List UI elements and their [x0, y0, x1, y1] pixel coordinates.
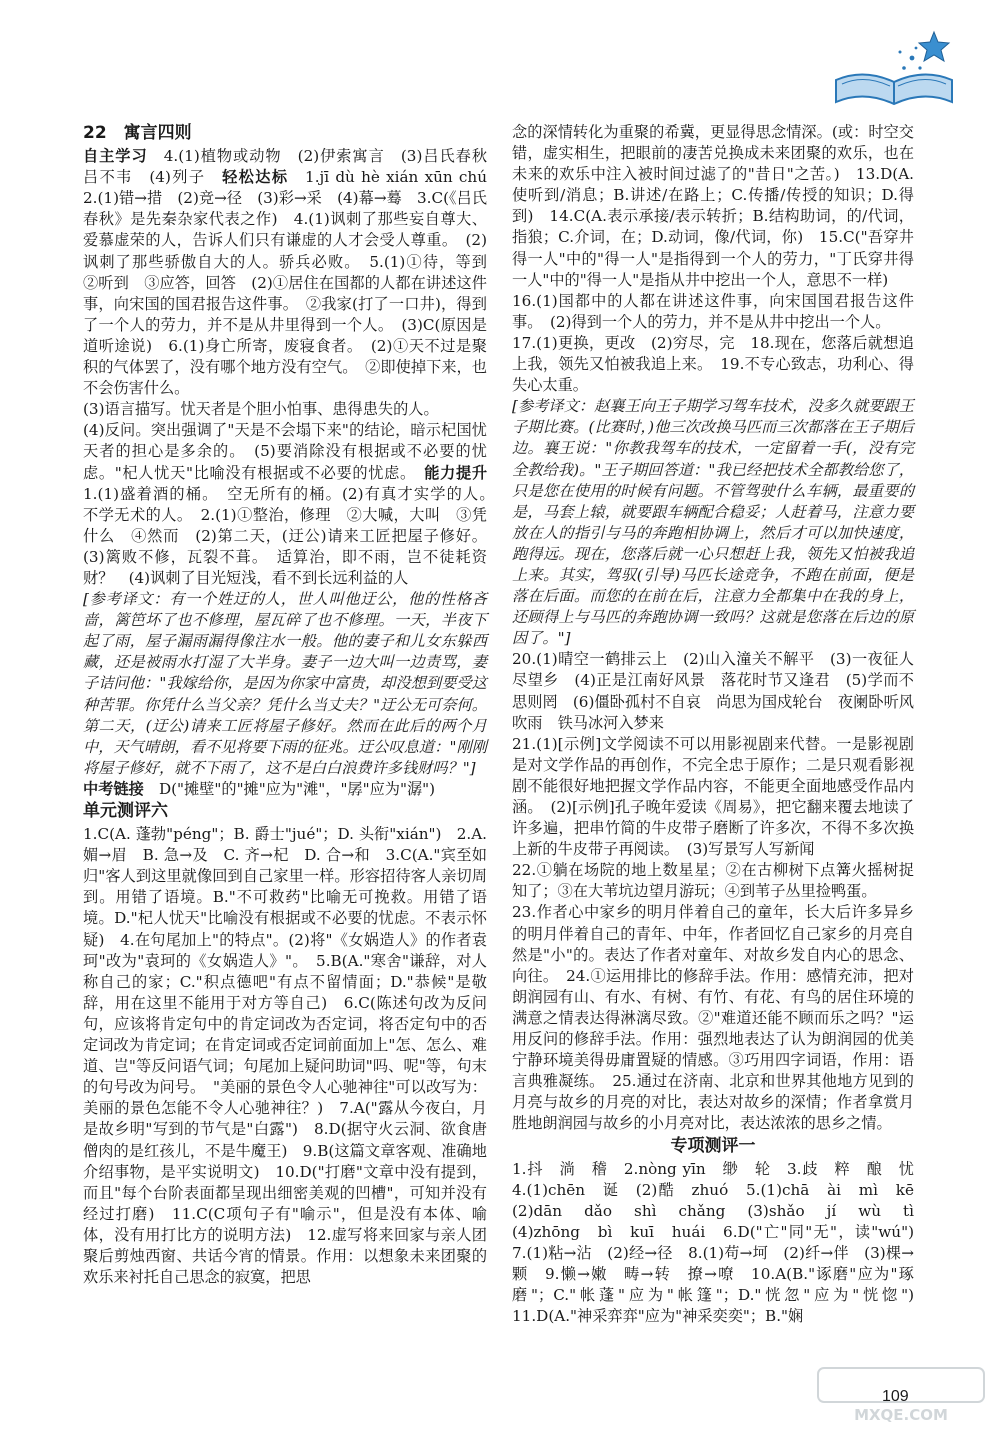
- answer-paragraph: 念的深情转化为重聚的希冀，更显得思念情深。(或：时空交错，虚实相生，把眼前的凄苦兑换成未来团聚的欢乐，也在未来的欢乐中注入被时间过滤了的"昔日"之苦。) 13.D(A.使听到/消息；B.讲述/在路上；C.传播/传授的知识；D.得到) 14.C(A.表示承接/表示转折；B.结构助词，的/代词，指狼；C.介词，在；D.动词，像/代词，你) 15.C("吾穿井得一人"中的"得一人"是指得到一个人的劳力，"丁氏穿井得一人"中的"得一人"是指从井中挖出一个人，意思不一样): [512, 123, 914, 289]
- answer-text: (4)反问。突出强调了"天是不会塌下来"的结论，暗示杞国忧天者的担心是多余的。 (5)要消除没有根据或不必要的忧虑。"杞人忧天"比喻没有根据或不必要的忧虑。: [83, 421, 487, 482]
- page-number: 109: [882, 1388, 909, 1405]
- reference-translation: [参考译文：赵襄王向王子期学习驾车技术，没多久就要跟王子期比赛。(比赛时，)他三次改换马匹而三次都落在王子期后边。襄王说："你教我驾车的技术，一定留着一手(，没有完全教给我)。"王子期回答道："我已经把技术全都教给您了，只是您在使用的时候有问题。不管驾驶什么车辆，最重要的是，马套上辕，就要跟车辆配合稳妥；人赶着马，注意力要放在人的指引与马的奔跑相协调上，然后才可以加快速度，跑得远。现在，您落后就一心只想赶上我，领先又怕被我追上来。其实，驾驭(引导)马匹长途竞争，不跑在前面，便是落在后面。而您的在前在后，注意力全都集中在我的身上，还顾得上与马匹的奔跑协调一致吗？这就是您落在后边的原因了。"]: [512, 397, 914, 648]
- answer-paragraph: 1.抖 淌 稽 2.nòng yīn 缈 轮 3.歧 粹 酿 忧 4.(1)chēn 诞 (2)酷 zhuó 5.(1)chā ài mì kē (2)dān dǎo shì chǎng (3)shǎo jí wù tì (4)zhōng bì kuī huái 6.D("亡"同"无"，读"wú") 7.(1)粘→沾 (2)经→径 8.(1)苟→坷 (2)纤→伴 (3)棵→颗 9.懒→嫩 畴→转 撩→嘹 10.A(B."诼磨"应为"琢磨"；C."帐蓬"应为"帐篷"；D."恍忽"应为"恍惚") 11.D(A."神采弈弈"应为"神采奕奕"；B."娴: [512, 1159, 930, 1326]
- reference-translation: [参考译文：有一个姓迂的人，世人叫他迂公，他的性格吝啬，篱笆坏了也不修理，屋瓦碎了也不修理。一天，半夜下起了雨，屋子漏雨漏得像注水一般。他的妻子和儿女东躲西藏，还是被雨水打湿了大半身。妻子一边大叫一边责骂，妻子诘问他："我嫁给你，是因为你家中富贵，却没想到要受这种苦罪。你凭什么当父亲？凭什么当丈夫？"迂公无可奈何。第二天，(迂公)请来工匠将屋子修好。然而在此后的两个月中，天气晴朗，看不见将要下雨的征兆。迂公叹息道："刚刚将屋子修好，就不下雨了，这不是白白浪费许多钱财吗？"]: [83, 590, 487, 777]
- section-tag: 中考链接: [83, 779, 144, 798]
- answer-paragraph: 17.(1)更换，更改 (2)穷尽，完 18.现在，您落后就想追上我，领先又怕被我追上来。 19.不专心致志，功利心、得失心太重。: [512, 333, 914, 395]
- right-column: [512, 122, 930, 1327]
- answer-paragraph: (3)语言描写。忧天者是个胆小怕事、患得患失的人。: [83, 400, 439, 419]
- answer-paragraph: [83, 146, 503, 399]
- answer-paragraph: 22.①躺在场院的地上数星星；②在古柳树下点篝火摇树捉知了；③在大苇坑边望月游玩；④到苇子丛里捡鸭蛋。: [512, 861, 914, 901]
- watermark-logo: [816, 1366, 986, 1426]
- lesson-heading: 22 寓言四则: [83, 123, 192, 143]
- book-logo-icon: [830, 28, 958, 110]
- answer-paragraph: 20.(1)晴空一鹤排云上 (2)山入潼关不解平 (3)一夜征人尽望乡 (4)正是江南好风景 落花时节又逢君 (5)学而不思则罔 (6)僵卧孤村不自哀 尚思为国戍轮台 夜阑卧听风吹雨 铁马冰河入梦来: [512, 650, 914, 732]
- answer-paragraph: [83, 779, 487, 800]
- special-test-heading: 专项测评一: [670, 1135, 756, 1156]
- answer-text: D("摊壁"的"摊"应为"滩"，"孱"应为"潺"): [158, 779, 436, 798]
- answer-paragraph: 16.(1)国都中的人都在讲述这件事，向宋国国君报告这件事。 (2)得到一个人的劳力，并不是从井中挖出一个人。: [512, 291, 914, 331]
- answer-paragraph: 23.作者心中家乡的明月伴着自己的童年，长大后许多异乡的明月伴着自己的青年、中年，作者回忆自己家乡的月亮自然是"小"的。表达了作者对童年、对故乡发自内心的思念、向往。 24.①运用排比的修辞手法。作用：感情充沛，把对朗润园有山、有水、有树、有竹、有花、有鸟的居住环境的满意之情表达得淋漓尽致。②"难道还能不顾而乐之吗？"运用反问的修辞手法。作用：强烈地表达了认为朗润园的优美宁静环境美得毋庸置疑的情感。③巧用四字词语，作用：语言典雅凝练。 25.通过在济南、北京和世界其他地方见到的月亮与故乡的月亮的对比，表达对故乡的深情；作者拿赏月胜地朗润园与故乡的小月亮对比，表达浓浓的思乡之情。: [512, 903, 914, 1133]
- section-tag: 轻松达标: [222, 168, 289, 187]
- answer-paragraph: [83, 420, 503, 589]
- left-column: [83, 122, 503, 1288]
- answer-paragraph: 1.C(A. 蓬勃"péng"；B. 爵士"jué"；D. 头衔"xián") 2.A. 媚→眉 B. 急→及 C. 齐→杞 D. 合→和 3.C(A."宾至如归"客人到这里就像回到自己家里一样。形容招待客人亲切周到。用错了语境。B."不可救药"比喻无可挽救。用错了语境。D."杞人忧天"比喻没有根据或不必要的忧虑。不表示怀疑) 4.在句尾加上"的特点"。(2)将"《女娲造人》的作者袁珂"改为"袁珂的《女娲造人》"。 5.B(A."寒舍"谦辞，对人称自己的家；C."积点德吧"有点不留情面；D."恭候"是敬辞，用在这里不能用于对方等自己) 6.C(陈述句改为反问句，应该将肯定句中的肯定词改为否定词，将否定句中的否定词改为肯定词；在肯定词或否定词前面加上"怎、怎么、难道、岂"等反问语气词；句尾加上疑问助词"吗、呢"等，句末的句号改为问号。 "美丽的景色令人心驰神往"可以改写为：美丽的景色怎能不令人心驰神往？) 7.A("露从今夜白，月是故乡明"写到的节气是"白露") 8.D(据守火云洞、欲食唐僧肉的是红孩儿，不是牛魔王) 9.B(这篇文章客观、准确地介绍事物，是平实说明文) 10.D("打磨"文章中没有提到，而且"每个台阶表面都呈现出细密美观的凹槽"，可知并没有经过打磨) 11.C(C项句子有"喻示"，但是没有本体、喻体，没有用打比方的说明方法) 12.虚写将来回家与亲人团聚后剪烛西窗、共话今宵的情景。作用：以想象未来团聚的欢乐来衬托自己思念的寂寞，把思: [83, 825, 487, 1287]
- section-tag: 能力提升: [424, 463, 488, 482]
- answer-text: 1.jī dù hè xián xūn chú 2.(1)错→措 (2)竞→径 (3)彩→采 (4)幕→蓦 3.C(《吕氏春秋》是先秦杂家代表之作) 4.(1)讽刺了那些妄自尊大、爱慕虚荣的人，告诉人们只有谦虚的人才会受人尊重。 (2)讽刺了那些骄傲自大的人。骄兵必败。 5.(1)①待，等到 ②听到 ③应答，回答 (2)①居住在国都的人都在讲述这件事，向宋国的国君报告这件事。 ②我家(打了一口井)，得到了一个人的劳力，并不是从井里得到一个人。 (3)C(原因是道听途说) 6.(1)身亡所寄，废寝食者。 (2)①天不过是聚积的气体罢了，没有哪个地方没有空气。 ②即使掉下来，也不会伤害什么。: [83, 168, 503, 398]
- answer-text: 4.(1)植物或动物 (2)伊索寓言 (3)吕氏春秋 吕不韦 (4)列子: [83, 147, 503, 187]
- unit-test-heading: 单元测评六: [83, 801, 168, 821]
- answer-text: 1.(1)盛着酒的桶。 空无所有的桶。(2)有真才实学的人。 不学无术的人。 2.(1)①整治，修理 ②大喊，大叫 ③凭什么 ④然而 (2)第二天，(迂公)请来工匠把屋子修好。(3)篱败不修，瓦裂不葺。 适算治，即不雨，岂不徒耗资财？ (4)讽刺了目光短浅，看不到长远利益的人: [83, 484, 503, 587]
- section-tag: 自主学习: [83, 147, 148, 166]
- watermark-text: MXQE.COM: [854, 1406, 948, 1424]
- answer-paragraph: 21.(1)[示例]文学阅读不可以用影视剧来代替。一是影视剧是对文学作品的再创作，不完全忠于原作；二是只观看影视剧不能很好地把握文学作品内容，不能更全面地感受作品内涵。 (2)[示例]孔子晚年爱读《周易》，把它翻来覆去地读了许多遍，把串竹简的牛皮带子磨断了许多次，不得不多次换上新的牛皮带子再阅读。 (3)写景写人写新闻: [512, 734, 914, 859]
